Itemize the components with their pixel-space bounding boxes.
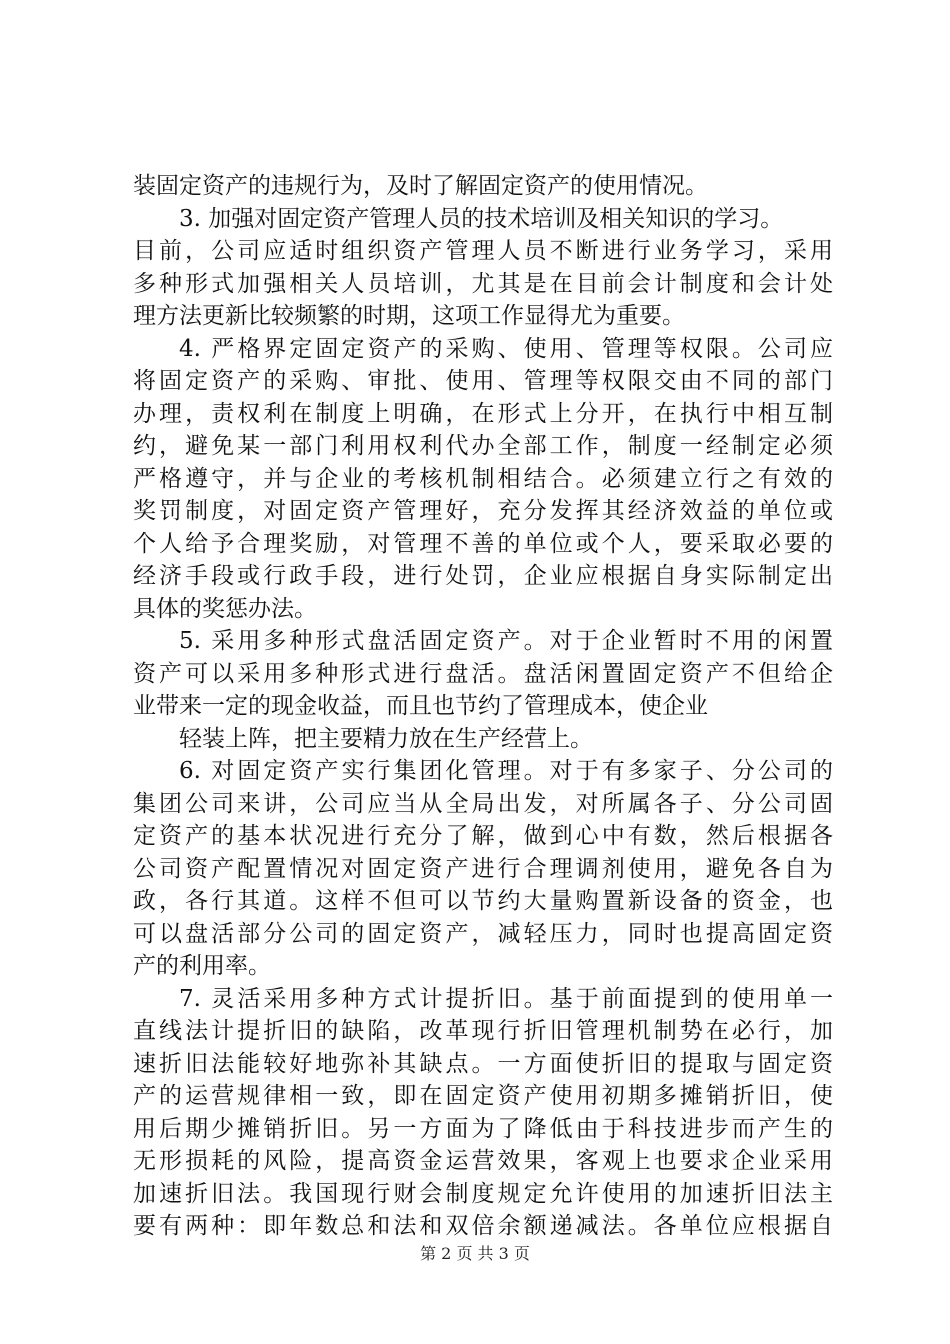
text-line: 6. 对固定资产实行集团化管理。对于有多家子、分公司的 (179, 758, 833, 784)
text-line: 7. 灵活采用多种方式计提折旧。基于前面提到的使用单一 (179, 985, 833, 1012)
text-line: 多种形式加强相关人员培训，尤其是在目前会计制度和会计处 (133, 270, 833, 297)
text-line: 要有两种：即年数总和法和双倍余额递减法。各单位应根据自 (133, 1213, 833, 1239)
text-line: 目前，公司应适时组织资产管理人员不断进行业务学习，采用 (133, 238, 833, 264)
text-line: 将固定资产的采购、审批、使用、管理等权限交由不同的部门 (133, 368, 833, 394)
text-line: 5. 采用多种形式盘活固定资产。对于企业暂时不用的闲置 (179, 628, 833, 654)
text-line: 业带来一定的现金收益，而且也节约了管理成本，使企业 (133, 693, 708, 719)
text-line: 公司资产配置情况对固定资产进行合理调剂使用，避免各自为 (133, 855, 833, 882)
text-line: 轻装上阵，把主要精力放在生产经营上。 (179, 725, 593, 752)
text-line: 产的运营规律相一致，即在固定资产使用初期多摊销折旧，使 (133, 1083, 833, 1109)
document-body (133, 170, 833, 1243)
text-line: 加速折旧法。我国现行财会制度规定允许使用的加速折旧法主 (133, 1180, 833, 1207)
text-line: 定资产的基本状况进行充分了解，做到心中有数，然后根据各 (133, 823, 833, 849)
text-line: 资产可以采用多种形式进行盘活。盘活闲置固定资产不但给企 (133, 660, 833, 687)
page-footer: 第 2 页 共 3 页 (420, 1244, 530, 1263)
text-line: 办理，责权利在制度上明确，在形式上分开，在执行中相互制 (133, 400, 833, 427)
text-line: 无形损耗的风险，提高资金运营效果，客观上也要求企业采用 (133, 1148, 833, 1174)
text-line: 4. 严格界定固定资产的采购、使用、管理等权限。公司应 (179, 335, 833, 362)
text-line: 装固定资产的违规行为，及时了解固定资产的使用情况。 (133, 173, 708, 199)
text-line: 具体的奖惩办法。 (133, 595, 317, 622)
text-line: 经济手段或行政手段，进行处罚，企业应根据自身实际制定出 (133, 563, 833, 589)
text-line: 个人给予合理奖励，对管理不善的单位或个人，要采取必要的 (133, 530, 833, 557)
text-line: 严格遵守，并与企业的考核机制相结合。必须建立行之有效的 (133, 465, 833, 492)
text-line: 奖罚制度，对固定资产管理好，充分发挥其经济效益的单位或 (133, 498, 833, 524)
text-line: 用后期少摊销折旧。另一方面为了降低由于科技进步而产生的 (133, 1115, 833, 1142)
text-line: 速折旧法能较好地弥补其缺点。一方面使折旧的提取与固定资 (133, 1050, 833, 1077)
text-line: 约，避免某一部门利用权利代办全部工作，制度一经制定必须 (133, 433, 833, 459)
text-line: 直线法计提折旧的缺陷，改革现行折旧管理机制势在必行，加 (133, 1018, 833, 1044)
text-line: 产的利用率。 (133, 953, 271, 979)
text-line: 政，各行其道。这样不但可以节约大量购置新设备的资金，也 (133, 888, 833, 914)
text-line: 3. 加强对固定资产管理人员的技术培训及相关知识的学习。 (179, 205, 784, 232)
text-line: 集团公司来讲，公司应当从全局出发，对所属各子、分公司固 (133, 790, 833, 817)
text-line: 理方法更新比较频繁的时期，这项工作显得尤为重要。 (133, 303, 685, 329)
text-line: 可以盘活部分公司的固定资产，减轻压力，同时也提高固定资 (133, 920, 833, 947)
